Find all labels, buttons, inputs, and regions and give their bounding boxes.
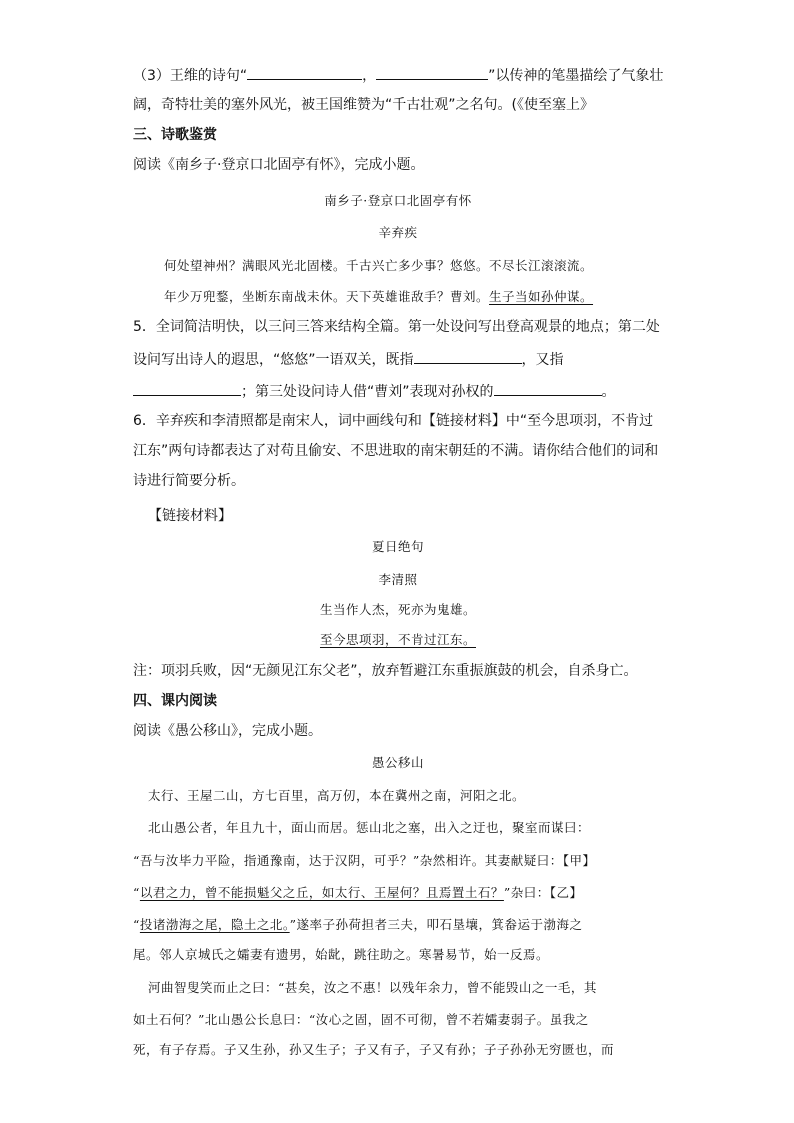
text-title: 愚公移山 [371, 755, 424, 770]
q5-blank-1[interactable] [414, 349, 522, 364]
poem-author: 辛弃疾 [378, 225, 418, 240]
poem-line-2-text: 年少万兜鍪，坐断东南战未休。天下英雄谁敌手？曹刘。 [164, 289, 490, 304]
q5-blank-3[interactable] [494, 381, 602, 396]
section4-title: 四、课内阅读 [133, 693, 217, 709]
link-material-label: 【链接材料】 [148, 508, 232, 524]
link-poem-line-1: 生当作人杰，死亦为鬼雄。 [319, 602, 476, 617]
q3-line-1 [133, 65, 663, 86]
poem-underlined-line: 生子当如孙仲谋。 [489, 289, 594, 304]
q3-line-2: 阔，奇特壮美的塞外风光，被王国维赞为“千古壮观”之名句。(《使至塞上》 [133, 97, 594, 113]
text-para-3-line-1: 河曲智叟笑而止之曰：“甚矣，汝之不惠！以残年余力，曾不能毁山之一毛，其 [148, 980, 597, 995]
section3-title: 三、诗歌鉴赏 [133, 127, 217, 143]
q5-line-3 [133, 381, 663, 402]
text-para-2-line-3-rest: ”杂曰：【乙】 [503, 885, 583, 900]
link-underlined-line: 至今思项羽，不肯过江东。 [319, 632, 476, 647]
q3-blank-2[interactable] [376, 65, 488, 80]
link-poem-line-2 [133, 630, 663, 650]
underlined-sentence-yi: 投诸渤海之尾，隐土之北。 [139, 917, 290, 932]
q5-text-b: ，又指 [521, 352, 564, 368]
quote-open: “ [133, 885, 140, 900]
text-para-2-line-5: 尾。邻人京城氏之孀妻有遗男，始龀，跳往助之。寒暑易节，始一反焉。 [133, 947, 550, 962]
text-para-2-line-4-rest: ”遂率子孙荷担者三夫，叩石垦壤，箕畚运于渤海之 [289, 917, 583, 932]
q5-blank-2[interactable] [133, 381, 241, 396]
q5-text-a: 设问写出诗人的遐思，“悠悠”一语双关，既指 [133, 352, 414, 368]
q3-text-mid: ， [362, 68, 377, 84]
q5-text-c: ；第三处设问诗人借“曹刘”表现对孙权的 [241, 384, 494, 400]
poem-line-2 [164, 287, 694, 307]
underlined-sentence-jia: 以君之力，曾不能损魁父之丘，如太行、王屋何？且焉置土石？ [139, 885, 504, 900]
poem-line-1: 何处望神州？满眼风光北固楼。千古兴亡多少事？悠悠。不尽长江滚滚流。 [164, 258, 594, 273]
text-para-2-line-1: 北山愚公者，年且九十，面山而居。惩山北之塞，出入之迂也，聚室而谋曰： [148, 820, 591, 835]
q5-text-d: 。 [601, 384, 616, 400]
q3-text-pre: （3）王维的诗句“ [133, 68, 248, 84]
quote-open: “ [133, 917, 140, 932]
link-note: 注：项羽兵败，因“无颜见江东父老”，放弃暂避江东重振旗鼓的机会，自杀身亡。 [133, 663, 638, 679]
q6-line-2: 江东”两句诗都表达了对苟且偷安、不思进取的南宋朝廷的不满。请你结合他们的词和 [133, 443, 659, 459]
q3-text-post: ”以传神的笔墨描绘了气象壮 [488, 68, 664, 84]
q5-line-1: 5．全词简洁明快，以三问三答来结构全篇。第一处设问写出登高观景的地点；第二处 [133, 319, 660, 335]
q5-line-2 [133, 349, 663, 370]
text-para-2-line-3 [133, 883, 663, 903]
text-para-2-line-4 [133, 915, 663, 935]
link-poem-title: 夏日绝句 [371, 539, 424, 554]
text-para-3-line-2: 如土石何？”北山愚公长息曰：“汝心之固，固不可彻，曾不若孀妻弱子。虽我之 [133, 1012, 589, 1027]
q6-line-3: 诗进行简要分析。 [133, 473, 245, 489]
q3-blank-1[interactable] [247, 65, 362, 80]
text-para-2-line-2: “吾与汝毕力平险，指通豫南，达于汉阴，可乎？”杂然相许。其妻献疑曰：【甲】 [133, 853, 596, 868]
section3-intro: 阅读《南乡子·登京口北固亭有怀》，完成小题。 [133, 157, 425, 173]
poem-title: 南乡子·登京口北固亭有怀 [324, 193, 472, 208]
q6-line-1: 6．辛弃疾和李清照都是南宋人，词中画线句和【链接材料】中“至今思项羽，不肯过 [133, 413, 654, 429]
section4-intro: 阅读《愚公移山》，完成小题。 [133, 723, 322, 739]
text-para-1: 太行、王屋二山，方七百里，高万仞，本在冀州之南，河阳之北。 [148, 788, 526, 803]
text-para-3-line-3: 死，有子存焉。子又生孙，孙又生子；子又有子，子又有孙；子子孙孙无穷匮也，而 [133, 1042, 615, 1057]
link-poem-author: 李清照 [378, 572, 418, 587]
